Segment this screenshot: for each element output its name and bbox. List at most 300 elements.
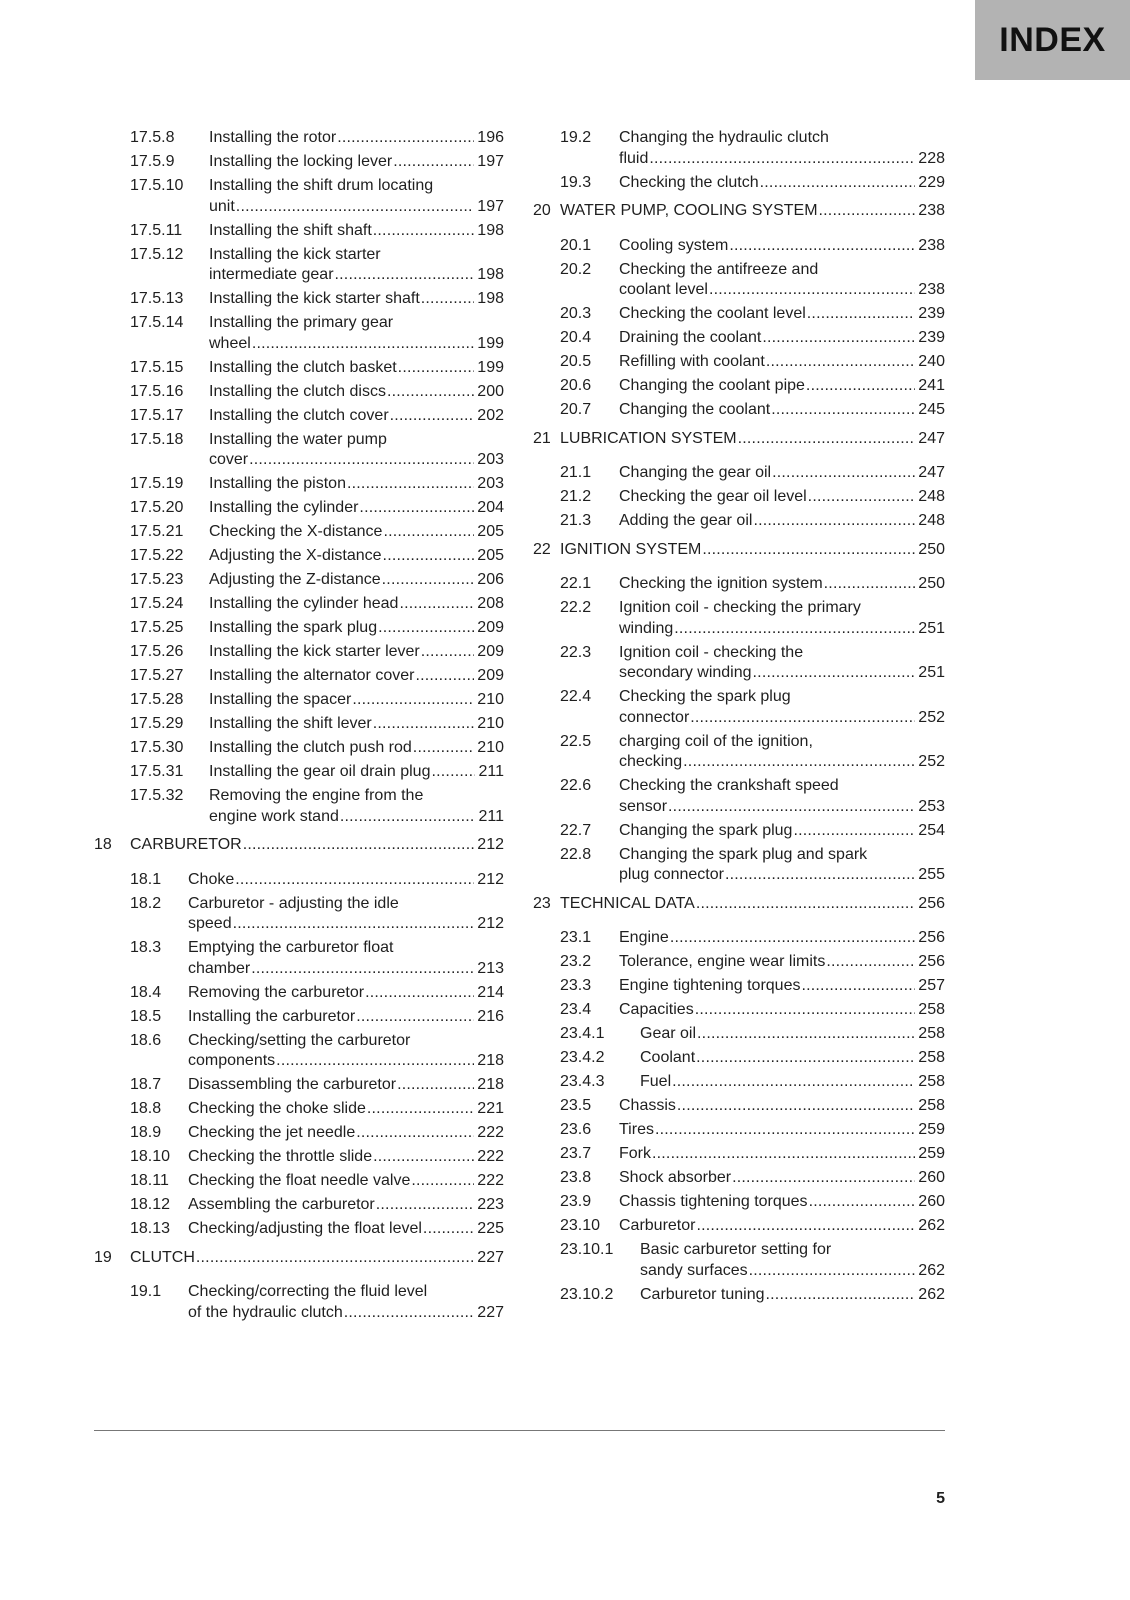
toc-entry[interactable] — [94, 430, 504, 471]
toc-dot-leader — [772, 463, 915, 484]
toc-dot-leader — [378, 618, 474, 639]
toc-entry-number: 23.4.3 — [560, 1073, 605, 1090]
toc-entry-number: 18.5 — [130, 1007, 162, 1025]
toc-entry-number: 17.5.23 — [130, 571, 184, 588]
toc-entry-number: 21.1 — [560, 464, 592, 481]
toc-entry-title: Removing the engine from the — [209, 787, 424, 804]
toc-entry[interactable] — [94, 762, 504, 783]
toc-entry[interactable] — [533, 1096, 945, 1117]
toc-dot-leader — [732, 1168, 915, 1189]
toc-left-column — [94, 128, 504, 1327]
toc-dot-leader — [335, 265, 475, 286]
toc-dot-leader — [824, 574, 916, 595]
toc-page-number: 255 — [918, 866, 945, 883]
toc-entry[interactable] — [94, 1219, 504, 1240]
toc-entry[interactable] — [533, 487, 945, 508]
toc-entry-number: 17.5.26 — [130, 643, 184, 660]
toc-entry[interactable] — [94, 1075, 504, 1096]
toc-entry[interactable] — [94, 938, 504, 979]
toc-dot-leader — [382, 570, 475, 591]
toc-dot-leader — [672, 1072, 915, 1093]
toc-entry-title: Capacities — [619, 1001, 694, 1018]
toc-dot-leader — [423, 1219, 474, 1240]
toc-entry[interactable] — [94, 642, 504, 663]
toc-dot-leader — [807, 304, 916, 325]
toc-page-number: 204 — [477, 499, 504, 516]
toc-entry-number: 18.2 — [130, 894, 162, 912]
toc-entry-title: Changing the spark plug — [619, 821, 793, 839]
toc-dot-leader — [677, 1096, 915, 1117]
toc-page-number: 211 — [478, 763, 504, 780]
toc-entry-title: Installing the water pump — [209, 430, 387, 448]
toc-dot-leader — [415, 666, 474, 687]
toc-dot-leader — [393, 152, 474, 173]
toc-page-number: 212 — [477, 870, 504, 888]
toc-entry[interactable] — [533, 574, 945, 595]
toc-entry-title: Disassembling the carburetor — [188, 1076, 397, 1093]
toc-page-number: 210 — [477, 739, 504, 756]
toc-entry[interactable] — [94, 618, 504, 639]
toc-entry[interactable] — [94, 983, 504, 1004]
toc-page-number: 210 — [477, 691, 504, 708]
toc-entry-number: 23.4.1 — [560, 1025, 605, 1042]
toc-entry-title: Checking the ignition system — [619, 575, 823, 592]
toc-entry-number: 17.5.17 — [130, 406, 184, 424]
toc-dot-leader — [809, 1192, 916, 1213]
toc-dot-leader — [762, 328, 915, 349]
toc-entry[interactable] — [533, 236, 945, 257]
toc-dot-leader — [766, 1285, 916, 1306]
toc-entry[interactable] — [533, 821, 945, 842]
toc-entry-title: Installing the clutch push rod — [209, 739, 412, 756]
toc-page-number: 256 — [918, 894, 945, 912]
toc-page-number: 203 — [477, 475, 504, 492]
toc-page-number: 216 — [477, 1007, 504, 1025]
toc-entry[interactable] — [94, 1031, 504, 1072]
toc-dot-leader — [337, 128, 474, 149]
toc-entry[interactable] — [94, 1282, 504, 1323]
toc-entry-number: 21.3 — [560, 512, 592, 529]
toc-page-number: 256 — [918, 929, 945, 946]
toc-dot-leader — [749, 1261, 916, 1282]
toc-entry-number: 20.4 — [560, 329, 592, 346]
toc-entry[interactable] — [94, 870, 504, 891]
toc-dot-leader — [674, 619, 915, 640]
toc-entry-title: Shock absorber — [619, 1169, 732, 1186]
toc-entry-title: Checking the clutch — [619, 173, 759, 191]
toc-entry-number: 17.5.32 — [130, 787, 184, 804]
toc-entry[interactable] — [533, 1072, 945, 1093]
toc-page-number: 213 — [477, 959, 504, 977]
toc-page-number: 197 — [477, 153, 504, 170]
toc-page-number: 247 — [918, 464, 945, 481]
toc-dot-leader — [356, 1123, 474, 1144]
toc-entry[interactable] — [94, 152, 504, 173]
toc-entry-title: Installing the clutch basket — [209, 358, 397, 376]
toc-entry-number: 23.4 — [560, 1001, 592, 1018]
toc-entry-number: 22.3 — [560, 643, 592, 661]
toc-dot-leader — [655, 1120, 915, 1141]
toc-entry-title: chamber — [188, 959, 251, 977]
toc-entry-title: Adding the gear oil — [619, 512, 753, 529]
toc-page-number: 238 — [918, 281, 945, 298]
toc-entry-number: 19.1 — [130, 1283, 162, 1300]
toc-dot-leader — [819, 201, 916, 222]
toc-dot-leader — [411, 1171, 474, 1192]
toc-entry-number: 20.7 — [560, 401, 592, 418]
toc-entry-title: Checking the choke slide — [188, 1100, 366, 1117]
toc-entry[interactable] — [533, 598, 945, 639]
toc-entry-title: Ignition coil - checking the — [619, 643, 804, 661]
toc-entry[interactable] — [533, 173, 945, 194]
toc-entry-title: Changing the hydraulic clutch — [619, 129, 829, 146]
toc-entry[interactable] — [94, 289, 504, 310]
toc-entry[interactable] — [94, 894, 504, 935]
toc-page-number: 205 — [477, 523, 504, 540]
toc-dot-leader — [697, 1024, 915, 1045]
toc-entry-title: Checking/correcting the fluid level — [188, 1283, 428, 1300]
toc-page-number: 260 — [918, 1169, 945, 1186]
toc-page-number: 225 — [477, 1220, 504, 1237]
toc-entry[interactable] — [533, 260, 945, 301]
toc-entry-title: coolant level — [619, 281, 708, 298]
toc-entry-title: sandy surfaces — [640, 1261, 748, 1279]
toc-dot-leader — [397, 1075, 474, 1096]
toc-entry-number: 21 — [533, 429, 551, 447]
toc-dot-leader — [649, 149, 915, 170]
toc-page-number: 241 — [918, 377, 945, 394]
toc-entry-number: 17.5.28 — [130, 691, 184, 708]
toc-entry[interactable] — [533, 1048, 945, 1069]
toc-entry-title: Changing the coolant — [619, 401, 771, 418]
toc-entry-number: 17.5.14 — [130, 314, 184, 331]
toc-entry[interactable] — [533, 928, 945, 949]
toc-chapter-entry[interactable] — [533, 894, 945, 915]
toc-entry[interactable] — [533, 1024, 945, 1045]
toc-entry[interactable] — [533, 352, 945, 373]
toc-entry-title: Refilling with coolant — [619, 353, 765, 370]
toc-entry-number: 17.5.11 — [130, 221, 183, 239]
toc-entry[interactable] — [533, 1240, 945, 1281]
toc-entry[interactable] — [94, 1195, 504, 1216]
toc-entry-title: Removing the carburetor — [188, 983, 365, 1001]
toc-entry[interactable] — [533, 376, 945, 397]
toc-entry-title: Installing the locking lever — [209, 153, 393, 170]
toc-entry-title: Carburetor — [619, 1217, 696, 1234]
toc-entry-title: Checking the X-distance — [209, 523, 383, 540]
toc-entry[interactable] — [94, 546, 504, 567]
toc-entry-title: Installing the spacer — [209, 691, 352, 708]
toc-entry-number: 20.2 — [560, 260, 592, 278]
toc-entry-number: 18.10 — [130, 1148, 171, 1165]
toc-entry-title: sensor — [619, 797, 668, 815]
toc-dot-leader — [806, 376, 915, 397]
toc-entry-title: Installing the cylinder head — [209, 595, 399, 612]
toc-dot-leader — [725, 865, 915, 886]
toc-entry-title: Checking/setting the carburetor — [188, 1031, 411, 1049]
toc-entry-number: 18.4 — [130, 983, 162, 1001]
toc-entry[interactable] — [94, 474, 504, 495]
footer-divider — [94, 1430, 945, 1431]
toc-entry[interactable] — [94, 1007, 504, 1028]
toc-page-number: 238 — [918, 236, 945, 254]
toc-entry-title: Gear oil — [640, 1025, 697, 1042]
toc-entry-number: 18.7 — [130, 1076, 162, 1093]
toc-entry-title: Adjusting the Z-distance — [209, 571, 381, 588]
toc-dot-leader — [421, 289, 475, 310]
toc-entry[interactable] — [533, 1120, 945, 1141]
toc-entry[interactable] — [533, 732, 945, 773]
toc-entry[interactable] — [94, 358, 504, 379]
toc-entry-number: 23.6 — [560, 1121, 592, 1138]
toc-entry-title: Changing the spark plug and spark — [619, 845, 868, 863]
toc-entry-number: 19 — [94, 1248, 112, 1266]
toc-entry-number: 18 — [94, 836, 112, 853]
toc-entry[interactable] — [94, 406, 504, 427]
toc-entry-number: 17.5.16 — [130, 382, 184, 400]
toc-entry-number: 17.5.27 — [130, 667, 184, 684]
toc-entry-number: 17.5.24 — [130, 595, 184, 612]
toc-entry[interactable] — [533, 776, 945, 817]
toc-entry-number: 18.1 — [130, 870, 162, 888]
toc-entry-number: 23.3 — [560, 977, 592, 994]
toc-page-number: 262 — [918, 1217, 945, 1234]
toc-entry-title: Installing the kick starter — [209, 245, 381, 263]
toc-entry-number: 22.7 — [560, 821, 592, 839]
toc-entry-number: 17.5.19 — [130, 475, 184, 492]
toc-entry-title: plug connector — [619, 866, 724, 883]
toc-entry-title: Choke — [188, 870, 235, 888]
toc-dot-leader — [243, 835, 475, 856]
toc-page-number: 205 — [477, 547, 504, 564]
toc-chapter-entry[interactable] — [94, 835, 504, 856]
toc-dot-leader — [390, 406, 475, 427]
toc-entry-title: Engine tightening torques — [619, 977, 801, 994]
toc-page-number: 222 — [477, 1148, 504, 1165]
toc-dot-leader — [340, 807, 476, 828]
toc-entry[interactable] — [94, 1171, 504, 1192]
toc-entry[interactable] — [94, 786, 504, 827]
toc-entry[interactable] — [94, 738, 504, 759]
toc-entry-title: speed — [188, 915, 232, 932]
toc-dot-leader — [383, 522, 474, 543]
toc-chapter-entry[interactable] — [533, 201, 945, 222]
toc-entry[interactable] — [94, 522, 504, 543]
toc-entry-title: connector — [619, 708, 690, 726]
toc-dot-leader — [344, 1303, 475, 1324]
toc-entry-title: intermediate gear — [209, 266, 334, 283]
toc-entry-title: Installing the shift shaft — [209, 221, 372, 239]
toc-entry-number: 17.5.12 — [130, 245, 184, 263]
toc-right-column — [533, 128, 945, 1309]
toc-dot-leader — [373, 221, 475, 242]
toc-dot-leader — [696, 1048, 915, 1069]
toc-dot-leader — [738, 429, 916, 450]
toc-page-number: 262 — [918, 1261, 945, 1279]
toc-dot-leader — [670, 928, 915, 949]
toc-entry-title: Checking the gear oil level — [619, 488, 807, 505]
toc-entry-number: 23.8 — [560, 1169, 592, 1186]
toc-dot-leader — [233, 914, 475, 935]
toc-page-number: 198 — [477, 266, 504, 283]
toc-entry[interactable] — [533, 1144, 945, 1165]
toc-entry[interactable] — [533, 463, 945, 484]
toc-entry[interactable] — [533, 1000, 945, 1021]
toc-entry[interactable] — [533, 845, 945, 886]
toc-entry-title: IGNITION SYSTEM — [560, 540, 702, 558]
toc-entry[interactable] — [94, 176, 504, 217]
toc-entry-number: 17.5.15 — [130, 358, 184, 376]
toc-entry-number: 22.4 — [560, 688, 592, 705]
toc-entry-title: secondary winding — [619, 664, 752, 681]
toc-page-number: 199 — [477, 358, 504, 376]
toc-entry-number: 17.5.30 — [130, 739, 184, 756]
toc-entry-title: Installing the primary gear — [209, 314, 394, 331]
toc-dot-leader — [683, 752, 915, 773]
toc-entry[interactable] — [533, 328, 945, 349]
toc-entry-number: 23.10 — [560, 1217, 601, 1234]
toc-dot-leader — [251, 959, 474, 980]
toc-entry[interactable] — [94, 128, 504, 149]
toc-dot-leader — [696, 894, 915, 915]
toc-entry-title: Draining the coolant — [619, 329, 762, 346]
toc-entry-title: CARBURETOR — [130, 836, 242, 853]
toc-entry[interactable] — [94, 1123, 504, 1144]
toc-entry[interactable] — [94, 313, 504, 354]
toc-entry[interactable] — [533, 511, 945, 532]
toc-entry-title: Tires — [619, 1121, 654, 1138]
toc-entry-title: Checking the crankshaft speed — [619, 777, 839, 794]
toc-entry-title: Installing the carburetor — [188, 1007, 356, 1025]
toc-page-number: 227 — [477, 1303, 504, 1321]
toc-entry[interactable] — [94, 594, 504, 615]
toc-entry-title: wheel — [209, 334, 251, 352]
toc-entry[interactable] — [94, 570, 504, 591]
toc-entry-number: 18.9 — [130, 1124, 162, 1141]
toc-entry[interactable] — [94, 221, 504, 242]
toc-entry-title: Checking the float needle valve — [188, 1172, 411, 1189]
toc-page-number: 209 — [477, 619, 504, 636]
toc-entry-title: Installing the clutch discs — [209, 382, 386, 400]
toc-entry-title: winding — [619, 619, 674, 637]
toc-dot-leader — [387, 382, 474, 403]
toc-entry[interactable] — [533, 1285, 945, 1306]
toc-entry-number: 23.10.1 — [560, 1241, 614, 1258]
toc-entry-number: 17.5.10 — [130, 177, 184, 194]
toc-entry-number: 21.2 — [560, 488, 592, 505]
toc-entry[interactable] — [533, 643, 945, 684]
toc-chapter-entry[interactable] — [533, 540, 945, 561]
toc-entry-number: 17.5.9 — [130, 153, 175, 170]
toc-entry-number: 23.7 — [560, 1145, 592, 1162]
toc-entry-title: Checking the coolant level — [619, 305, 806, 322]
toc-entry[interactable] — [94, 498, 504, 519]
toc-entry[interactable] — [533, 400, 945, 421]
toc-entry[interactable] — [94, 1099, 504, 1120]
toc-entry-title: Checking the throttle slide — [188, 1148, 373, 1165]
toc-entry-title: Carburetor tuning — [640, 1285, 765, 1303]
toc-page-number: 251 — [918, 619, 945, 637]
toc-entry-title: Ignition coil - checking the primary — [619, 599, 861, 616]
toc-entry[interactable] — [94, 690, 504, 711]
toc-entry-number: 17.5.8 — [130, 129, 175, 146]
toc-entry[interactable] — [94, 382, 504, 403]
toc-entry-title: engine work stand — [209, 807, 339, 825]
toc-entry[interactable] — [94, 1147, 504, 1168]
toc-entry[interactable] — [533, 976, 945, 997]
toc-chapter-entry[interactable] — [533, 429, 945, 450]
toc-page-number: 229 — [918, 173, 945, 191]
toc-entry-number: 23.10.2 — [560, 1285, 614, 1303]
toc-entry-number: 20.3 — [560, 305, 592, 322]
toc-entry-title: fluid — [619, 149, 649, 167]
toc-entry[interactable] — [94, 714, 504, 735]
toc-page-number: 203 — [477, 451, 504, 468]
toc-entry-title: Checking the spark plug — [619, 688, 791, 705]
toc-page-number: 198 — [477, 290, 504, 307]
toc-entry-number: 17.5.22 — [130, 547, 184, 564]
toc-dot-leader — [235, 870, 474, 891]
toc-page-number: 260 — [918, 1193, 945, 1210]
toc-entry[interactable] — [533, 128, 945, 169]
toc-entry[interactable] — [533, 1168, 945, 1189]
toc-dot-leader — [753, 511, 915, 532]
toc-dot-leader — [801, 976, 915, 997]
toc-page-number: 248 — [918, 512, 945, 529]
toc-entry[interactable] — [94, 245, 504, 286]
toc-page-number: 257 — [918, 977, 945, 994]
toc-entry-number: 17.5.25 — [130, 619, 184, 636]
toc-entry[interactable] — [533, 952, 945, 973]
toc-entry-number: 23.2 — [560, 953, 592, 970]
toc-page-number: 209 — [477, 667, 504, 684]
toc-entry-number: 20 — [533, 202, 551, 219]
toc-entry[interactable] — [533, 304, 945, 325]
toc-chapter-entry[interactable] — [94, 1248, 504, 1269]
toc-dot-leader — [347, 474, 474, 495]
toc-entry-number: 17.5.31 — [130, 763, 184, 780]
toc-entry-number: 20.1 — [560, 236, 592, 254]
toc-entry-number: 23.1 — [560, 929, 592, 946]
toc-dot-leader — [690, 708, 915, 729]
toc-entry-title: Installing the alternator cover — [209, 667, 415, 684]
toc-page-number: 251 — [918, 664, 945, 681]
toc-dot-leader — [695, 1000, 916, 1021]
toc-entry[interactable] — [94, 666, 504, 687]
toc-dot-leader — [696, 1216, 915, 1237]
toc-dot-leader — [398, 358, 475, 379]
toc-entry-title: Assembling the carburetor — [188, 1196, 375, 1213]
toc-page-number: 253 — [918, 797, 945, 815]
toc-page-number: 210 — [477, 715, 504, 732]
toc-entry-title: Coolant — [640, 1049, 696, 1066]
toc-page-number: 197 — [477, 197, 504, 215]
toc-entry[interactable] — [533, 687, 945, 728]
toc-entry-number: 23.9 — [560, 1193, 592, 1210]
toc-dot-leader — [373, 714, 475, 735]
toc-entry-title: Installing the kick starter shaft — [209, 290, 420, 307]
toc-dot-leader — [421, 642, 475, 663]
toc-page-number: 258 — [918, 1025, 945, 1042]
toc-entry[interactable] — [533, 1216, 945, 1237]
toc-dot-leader — [413, 738, 475, 759]
toc-entry-number: 23.5 — [560, 1097, 592, 1114]
toc-entry-title: Installing the shift lever — [209, 715, 372, 732]
toc-entry[interactable] — [533, 1192, 945, 1213]
toc-dot-leader — [196, 1248, 474, 1269]
toc-entry-title: Fuel — [640, 1073, 672, 1090]
toc-dot-leader — [793, 821, 915, 842]
